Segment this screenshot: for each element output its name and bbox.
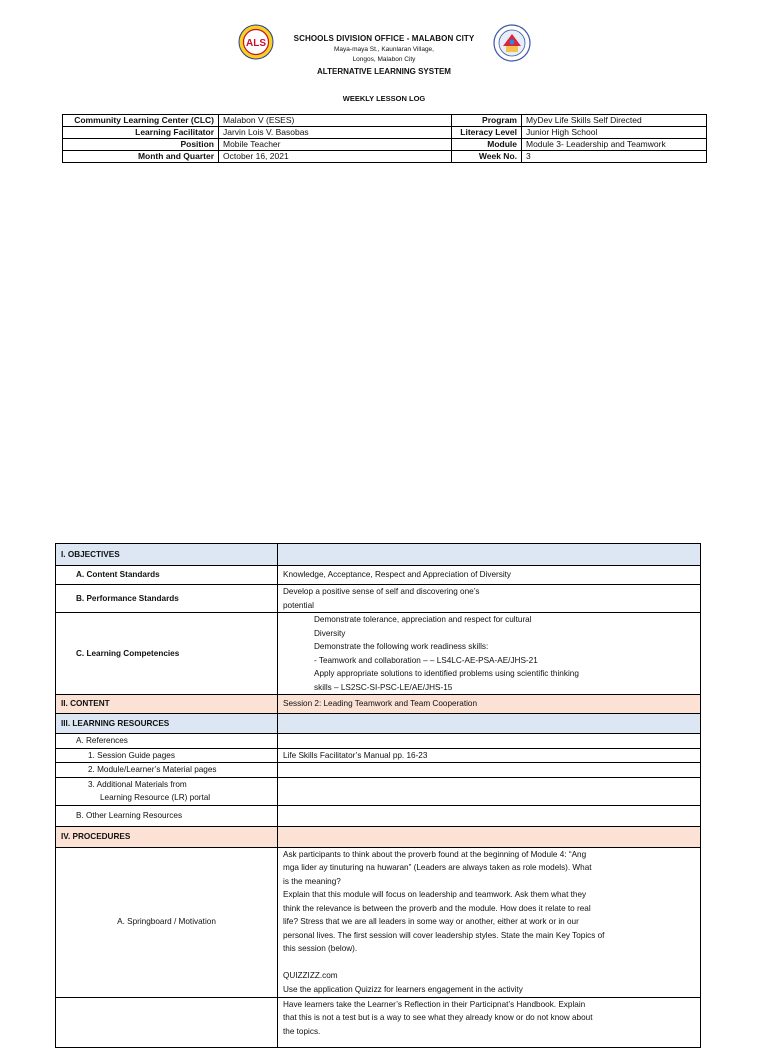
info-row — [63, 139, 707, 151]
info-value: Mobile Teacher — [219, 139, 452, 151]
session-guide-label: 1. Session Guide pages — [56, 748, 278, 763]
procedures-row — [56, 826, 701, 847]
springboard-label: A. Springboard / Motivation — [56, 847, 278, 997]
springboard-line: is the meaning? — [283, 876, 341, 886]
references-label: A. References — [56, 734, 278, 749]
info-table — [62, 114, 707, 163]
info-label: Community Learning Center (CLC) — [63, 115, 219, 127]
additional-materials-line: 3. Additional Materials from — [88, 779, 187, 789]
reflection-line: the topics. — [283, 1026, 321, 1036]
info-label: Position — [63, 139, 219, 151]
learning-resources-row — [56, 714, 701, 734]
info-row — [63, 127, 707, 139]
springboard-line: life? Stress that we are all leaders in some way or another, either at work or in our — [283, 917, 579, 927]
learning-competencies-value — [278, 613, 701, 695]
performance-standards-value — [278, 585, 701, 613]
learning-resources-heading: III. LEARNING RESOURCES — [56, 714, 278, 734]
info-value: Module 3- Leadership and Teamwork — [522, 139, 707, 151]
info-label: Literacy Level — [452, 127, 522, 139]
objectives-heading: I. OBJECTIVES — [56, 544, 278, 566]
competency-line: Demonstrate tolerance, appreciation and respect for cultural — [314, 615, 532, 624]
office-address-line1: Maya-maya St., Kaunlaran Village, — [334, 46, 434, 53]
competency-line: Demonstrate the following work readiness skills: — [314, 642, 489, 651]
springboard-line: this session (below). — [283, 944, 358, 954]
info-value: MyDev Life Skills Self Directed — [522, 115, 707, 127]
competency-line: Apply appropriate solutions to identified problems using scientific thinking — [314, 669, 579, 678]
references-cell — [278, 734, 701, 749]
info-value: Malabon V (ESES) — [219, 115, 452, 127]
info-value: October 16, 2021 — [219, 151, 452, 163]
module-pages-cell — [278, 763, 701, 778]
content-heading: II. CONTENT — [56, 695, 278, 714]
springboard-line: Ask participants to think about the proverb found at the beginning of Module 4: “Ang — [283, 849, 587, 859]
learning-competencies-label: C. Learning Competencies — [56, 613, 278, 695]
info-label: Program — [452, 115, 522, 127]
additional-materials-label — [56, 777, 278, 805]
info-label: Week No. — [452, 151, 522, 163]
info-label: Learning Facilitator — [63, 127, 219, 139]
content-row — [56, 695, 701, 714]
reflection-line: that this is not a test but is a way to see what they already know or do not know about — [283, 1013, 593, 1022]
info-label: Module — [452, 139, 522, 151]
other-resources-cell — [278, 805, 701, 826]
additional-materials-cell — [278, 777, 701, 805]
lesson-plan-table — [55, 543, 701, 1048]
session-guide-row — [56, 748, 701, 763]
document-header — [0, 24, 768, 104]
procedures-cell — [278, 826, 701, 847]
info-label: Month and Quarter — [63, 151, 219, 163]
svg-text:ALS: ALS — [246, 38, 266, 49]
reflection-row — [56, 997, 701, 1047]
springboard-line: Use the application Quizizz for learners engagement in the activity — [283, 984, 523, 994]
content-standards-row — [56, 566, 701, 585]
other-resources-label: B. Other Learning Resources — [56, 805, 278, 826]
springboard-line: mga lider ay tinuturing na huwaran” (Leaders are always taken as role models). What — [283, 863, 592, 873]
performance-standards-line: potential — [283, 600, 314, 610]
springboard-row — [56, 847, 701, 997]
springboard-line: QUIZZIZZ.com — [283, 971, 338, 981]
info-value: Jarvin Lois V. Basobas — [219, 127, 452, 139]
springboard-line — [283, 956, 695, 970]
reflection-label — [56, 997, 278, 1047]
springboard-value — [278, 847, 701, 997]
springboard-line: think the relevance is between the proverb and the module. How does it relate to real — [283, 903, 591, 913]
additional-materials-row — [56, 777, 701, 805]
competency-line: Diversity — [314, 628, 346, 638]
office-address-line2: Longos, Malabon City — [352, 56, 416, 63]
springboard-line: Explain that this module will focus on leadership and teamwork. Ask them what they — [283, 890, 587, 900]
reflection-value — [278, 997, 701, 1047]
performance-standards-row — [56, 585, 701, 613]
document-title: WEEKLY LESSON LOG — [342, 94, 426, 103]
other-resources-row — [56, 805, 701, 826]
procedures-heading: IV. PROCEDURES — [56, 826, 278, 847]
objectives-row — [56, 544, 701, 566]
info-row — [63, 115, 707, 127]
content-standards-label: A. Content Standards — [56, 566, 278, 585]
competency-line: skills – LS2SC-SI-PSC-LE/AE/JHS-15 — [314, 682, 453, 692]
objectives-cell — [278, 544, 701, 566]
performance-standards-line: Develop a positive sense of self and discovering one’s — [283, 587, 480, 596]
info-value: 3 — [522, 151, 707, 163]
springboard-line: personal lives. The first session will cover leadership styles. State the main Key Topics of — [283, 930, 605, 940]
info-row — [63, 151, 707, 163]
performance-standards-label: B. Performance Standards — [56, 585, 278, 613]
reflection-line: Have learners take the Learner’s Reflection in their Participnat’s Handbook. Explain — [283, 999, 586, 1009]
additional-materials-line: Learning Resource (LR) portal — [100, 793, 211, 802]
references-row — [56, 734, 701, 749]
session-guide-value: Life Skills Facilitator’s Manual pp. 16-23 — [278, 748, 701, 763]
module-pages-row — [56, 763, 701, 778]
content-value: Session 2: Leading Teamwork and Team Cooperation — [278, 695, 701, 714]
content-standards-value: Knowledge, Acceptance, Respect and Appreciation of Diversity — [278, 566, 701, 585]
learning-competencies-row — [56, 613, 701, 695]
learning-resources-cell — [278, 714, 701, 734]
module-pages-label: 2. Module/Learner’s Material pages — [56, 763, 278, 778]
office-name: SCHOOLS DIVISION OFFICE - MALABON CITY — [293, 34, 475, 43]
info-value: Junior High School — [522, 127, 707, 139]
program-name: ALTERNATIVE LEARNING SYSTEM — [317, 67, 451, 76]
competency-line: - Teamwork and collaboration – – LS4LC-AE-PSA-AE/JHS-21 — [314, 655, 538, 665]
